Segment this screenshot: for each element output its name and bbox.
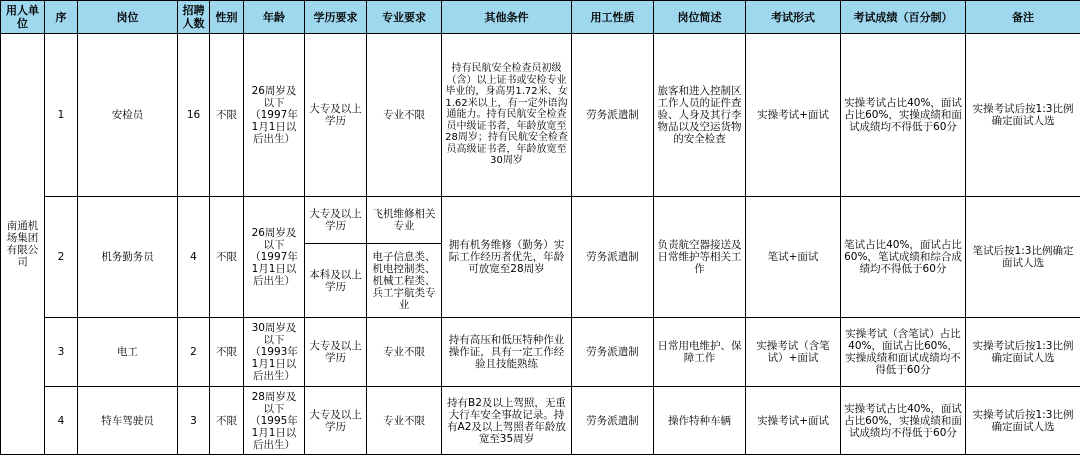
seq-cell: 3 xyxy=(45,318,78,387)
header-unit: 用人单位 xyxy=(1,1,45,34)
gender-cell: 不限 xyxy=(210,387,244,455)
header-row xyxy=(1,1,1080,34)
employment-cell: 劳务派遣制 xyxy=(572,34,654,197)
other-cell: 持有民航安全检查员初级（含）以上证书或安检专业毕业的，身高男1.72米、女1.62米以上，有一定外语沟通能力。持有民航安全检查员中级证书者，年龄放宽至28周岁；持有民航安全检查员高级证书者，年龄放宽至30周岁 xyxy=(442,34,572,197)
desc-cell: 负责航空器接送及日常维护等相关工作 xyxy=(654,197,746,318)
other-cell: 持有高压和低压特种作业操作证，具有一定工作经验且技能熟练 xyxy=(442,318,572,387)
score-cell: 实操考试占比40%，面试占比60%，实操成绩和面试成绩均不得低于60分 xyxy=(841,34,966,197)
other-cell: 拥有机务维修（勤务）实际工作经历者优先，年龄可放宽至28周岁 xyxy=(442,197,572,318)
age-cell: 26周岁及以下（1997年1月1日以后出生） xyxy=(244,197,305,318)
score-cell: 笔试占比40%，面试占比60%，笔试成绩和综合成绩均不得低于60分 xyxy=(841,197,966,318)
major-cell: 飞机维修相关专业 xyxy=(367,197,442,244)
desc-cell: 日常用电维护、保障工作 xyxy=(654,318,746,387)
desc-cell: 旅客和进入控制区工作人员的证件查验、人身及其行李物品以及空运货物的安全检查 xyxy=(654,34,746,197)
desc-cell: 操作特种车辆 xyxy=(654,387,746,455)
header-count: 招聘人数 xyxy=(178,1,210,34)
major-cell: 专业不限 xyxy=(367,387,442,455)
age-cell: 26周岁及以下（1997年1月1日以后出生） xyxy=(244,34,305,197)
header-score: 考试成绩（百分制） xyxy=(841,1,966,34)
exam-form-cell: 实操考试+面试 xyxy=(746,34,841,197)
major-cell: 专业不限 xyxy=(367,318,442,387)
remarks-cell: 笔试后按1:3比例确定面试人选 xyxy=(966,197,1080,318)
edu-cell: 大专及以上学历 xyxy=(305,197,367,244)
exam-form-cell: 笔试+面试 xyxy=(746,197,841,318)
edu-cell: 大专及以上学历 xyxy=(305,387,367,455)
count-cell: 4 xyxy=(178,197,210,318)
seq-cell: 4 xyxy=(45,387,78,455)
header-post: 岗位 xyxy=(78,1,178,34)
table-row xyxy=(1,197,1080,244)
header-employment: 用工性质 xyxy=(572,1,654,34)
header-edu: 学历要求 xyxy=(305,1,367,34)
edu-cell: 本科及以上学历 xyxy=(305,244,367,318)
age-cell: 28周岁及以下（1995年1月1日以后出生） xyxy=(244,387,305,455)
score-cell: 实操考试（含笔试）占比40%，面试占比60%，实操成绩和面试成绩均不得低于60分 xyxy=(841,318,966,387)
gender-cell: 不限 xyxy=(210,197,244,318)
employment-cell: 劳务派遣制 xyxy=(572,318,654,387)
score-cell: 实操考试占比40%，面试占比60%，实操成绩和面试成绩均不得低于60分 xyxy=(841,387,966,455)
seq-cell: 1 xyxy=(45,34,78,197)
header-seq: 序 xyxy=(45,1,78,34)
table-row xyxy=(1,387,1080,455)
other-cell: 持有B2及以上驾照，无重大行车安全事故记录。持有A2及以上驾照者年龄放宽至35周岁 xyxy=(442,387,572,455)
major-cell: 专业不限 xyxy=(367,34,442,197)
header-other: 其他条件 xyxy=(442,1,572,34)
post-cell: 电工 xyxy=(78,318,178,387)
header-desc: 岗位简述 xyxy=(654,1,746,34)
header-remarks: 备注 xyxy=(966,1,1080,34)
edu-cell: 大专及以上学历 xyxy=(305,34,367,197)
post-cell: 安检员 xyxy=(78,34,178,197)
table-row xyxy=(1,318,1080,387)
header-major: 专业要求 xyxy=(367,1,442,34)
major-cell: 电子信息类、机电控制类、机械工程类、兵工宇航类专业 xyxy=(367,244,442,318)
count-cell: 3 xyxy=(178,387,210,455)
post-cell: 机务勤务员 xyxy=(78,197,178,318)
remarks-cell: 实操考试后按1:3比例确定面试人选 xyxy=(966,387,1080,455)
remarks-cell: 实操考试后按1:3比例确定面试人选 xyxy=(966,318,1080,387)
seq-cell: 2 xyxy=(45,197,78,318)
gender-cell: 不限 xyxy=(210,34,244,197)
unit-name-cell: 南通机场集团有限公司 xyxy=(1,34,45,455)
edu-cell: 大专及以上学历 xyxy=(305,318,367,387)
header-gender: 性别 xyxy=(210,1,244,34)
employment-cell: 劳务派遣制 xyxy=(572,197,654,318)
table-row xyxy=(1,34,1080,197)
remarks-cell: 实操考试后按1:3比例确定面试人选 xyxy=(966,34,1080,197)
gender-cell: 不限 xyxy=(210,318,244,387)
count-cell: 2 xyxy=(178,318,210,387)
count-cell: 16 xyxy=(178,34,210,197)
post-cell: 特车驾驶员 xyxy=(78,387,178,455)
header-age: 年龄 xyxy=(244,1,305,34)
age-cell: 30周岁及以下（1993年1月1日以后出生） xyxy=(244,318,305,387)
header-exam-form: 考试形式 xyxy=(746,1,841,34)
employment-cell: 劳务派遣制 xyxy=(572,387,654,455)
exam-form-cell: 实操考试（含笔试）+面试 xyxy=(746,318,841,387)
exam-form-cell: 实操考试+面试 xyxy=(746,387,841,455)
